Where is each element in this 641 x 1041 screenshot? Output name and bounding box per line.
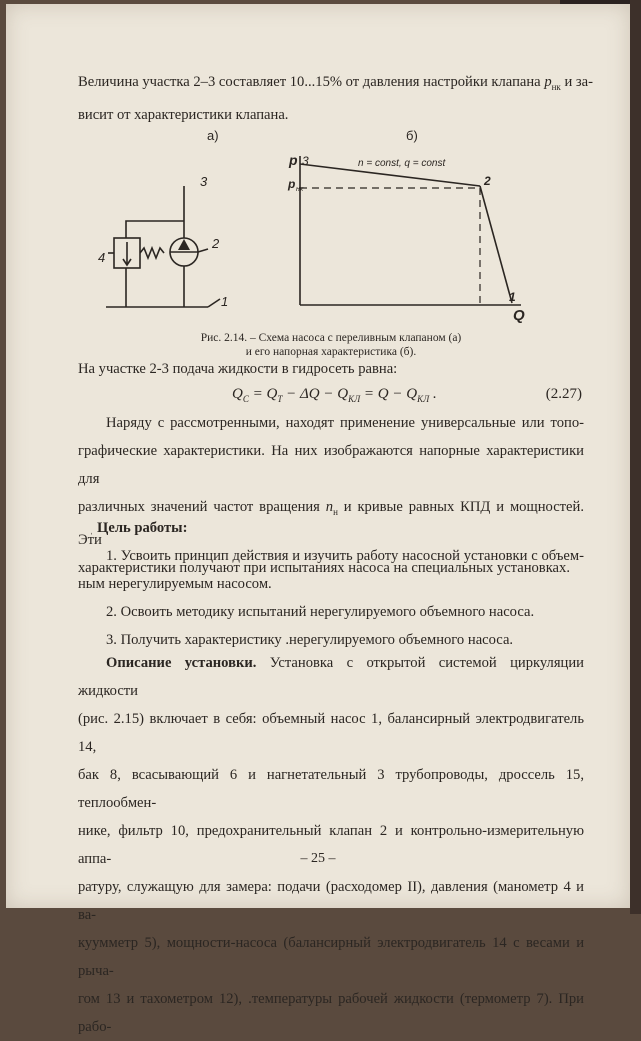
figure-diagram <box>6 144 630 324</box>
caption-line-1: Рис. 2.14. – Схема насоса с переливным клапаном (а) <box>200 332 462 344</box>
point-2-label: 2 <box>484 174 491 188</box>
intro-paragraph <box>78 68 594 129</box>
scan-edge-right <box>630 0 641 914</box>
intro-line-1: Величина участка 2–3 составляет 10...15% от давления настройки клапана $p_{нк}$ и за- <box>78 74 594 92</box>
pre-formula-text: На участке 2-3 подача жидкости в гидросеть равна: <box>78 361 398 377</box>
axis-pnk-sub: нк <box>296 186 304 193</box>
goal-item-1-cont: ным нерегулируемым насосом. <box>78 576 272 592</box>
pump-arrow <box>178 239 190 250</box>
scheme-label-4: 4 <box>98 250 106 265</box>
curve-2-1 <box>480 186 512 303</box>
page-number: – 25 – <box>300 851 336 866</box>
caption-line-2: и его напорная характеристика (б). <box>245 346 417 358</box>
formula-number: (2.27) <box>545 386 582 402</box>
scheme-label-2: 2 <box>212 236 220 251</box>
setup-description: Описание установки. Установка с открытой системой циркуляции жидкости (рис. 2.15) включает в себя: объемный насос 1, балансирный электродвигатель 14, бак 8, всасывающий 6 и нагнетательный 3 трубопроводы, дроссель 15, теплообмен- нике, фильтр 10, предохранительный клапан 2 и контрольно-измерительную аппа- ратуру, служащую для замера: подачи (расходомер II), давления (манометр 4 и ва- куумметр 5), мощности-насоса (балансирный электродвигатель 14 с весами и рыча- гом 13 и тахометром 12), .температуры рабочей жидкости (термометр 7). При рабо- <box>78 655 584 1035</box>
scheme-label-3: 3 <box>200 174 208 189</box>
goal-item-3: 3. Получить характеристику .нерегулируемого объемного насоса. <box>106 632 514 648</box>
document-page <box>6 4 630 1035</box>
goals-list <box>78 542 584 654</box>
pump-scheme <box>106 186 220 307</box>
figure-label-b: б) <box>406 128 418 143</box>
axis-q-label: Q <box>513 307 525 324</box>
goal-item-2: 2. Освоить методику испытаний нерегулируемого объемного насоса. <box>106 604 535 620</box>
axis-pnk-label: p <box>288 177 296 191</box>
topographic-paragraph: Наряду с рассмотренными, находят применение универсальные или топо- графические характеристики. На них изображаются напорные характеристики для различных значений частот вращения $n_н$ и кривые равных КПД и мощностей. Эти характеристики получают при испытаниях насоса на специальных установках. <box>78 415 584 576</box>
figure-label-a: а) <box>207 128 219 143</box>
goal-item-1: 1. Усвоить принцип действия и изучить работу насосной установки с объем- <box>106 548 584 564</box>
chart-condition: n = const, q = const <box>358 158 446 169</box>
valve-spring <box>140 248 164 258</box>
point-1-label: 1 <box>509 290 516 304</box>
axis-p-label: p <box>289 152 298 168</box>
goal-heading: ˌ Цель работы: <box>90 520 188 536</box>
scheme-label-1: 1 <box>221 294 229 309</box>
intro-line-2: висит от характеристики клапана. <box>78 106 289 123</box>
valve-feed-line <box>126 221 184 238</box>
formula-expression: $Q_С = Q_Т - \Delta Q - Q_{КЛ} = Q - Q_{КЛ}$ . <box>232 386 437 404</box>
point-3-label: 3 <box>302 154 309 168</box>
